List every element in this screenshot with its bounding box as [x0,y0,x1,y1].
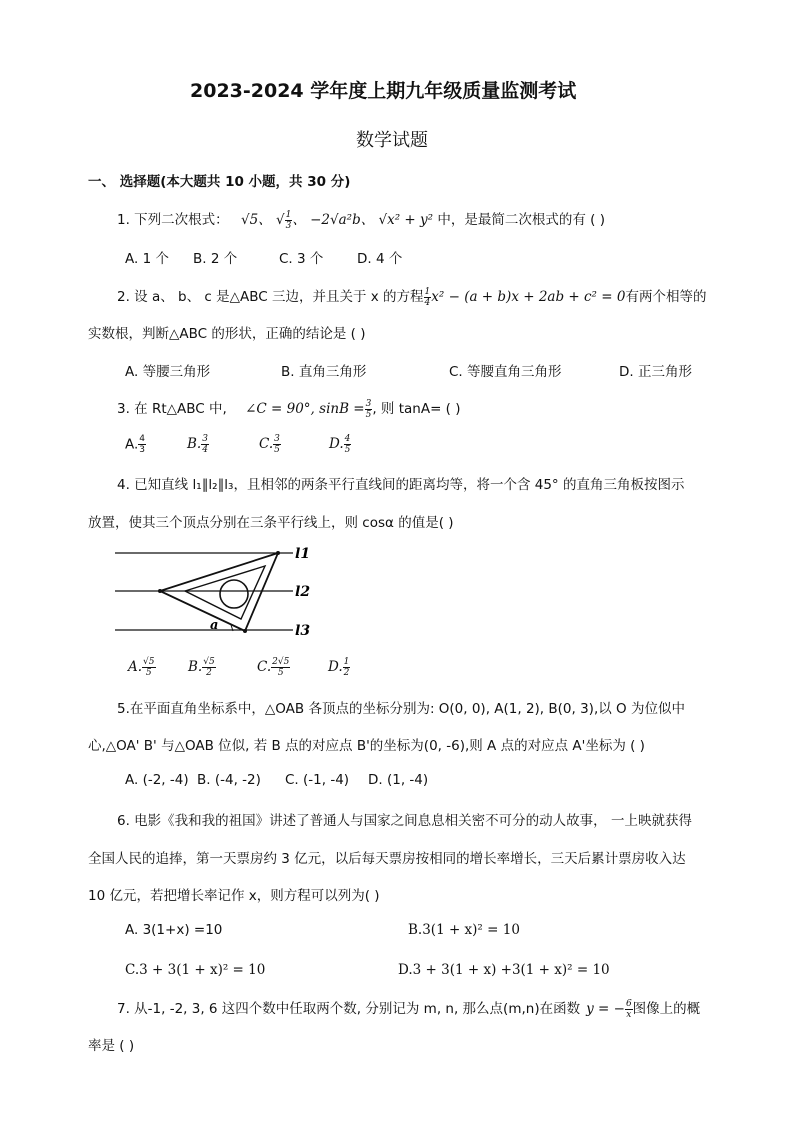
q3-option-a-den: 3 [139,445,146,455]
q3-option-c-num: 3 [274,434,280,444]
q5-option-b[interactable]: B. (-4, -2) [197,772,261,788]
q1-frac-den: 3 [285,221,292,231]
q4-option-c-label: C. [257,659,272,675]
q3-cond-den: 5 [365,409,372,420]
q3-option-c-frac [273,434,281,455]
q2-option-c[interactable]: C. 等腰直角三角形 [449,364,562,380]
q2-suffix: 有两个相等的 [625,289,707,305]
q4-option-d-num: 1 [343,657,350,667]
triangle-hole-circle [220,580,248,608]
vertex-dot-left [158,589,162,593]
q4-option-c-num: 2√5 [272,657,290,667]
q3-option-c-label: C. [259,436,274,452]
q3-option-a-frac [138,434,146,455]
q1-frac-num: 1 [285,210,292,220]
triangle-outer [160,553,278,631]
q2-option-b[interactable]: B. 直角三角形 [281,364,367,380]
q3-option-b-label: B. [187,436,202,452]
label-l2: l2 [295,584,311,600]
q4-option-c-den: 5 [277,668,284,678]
q4-option-d-label: D. [328,659,343,675]
q3-condition: ∠C = 90°, sinB = [245,401,365,417]
q4-option-d-den: 2 [343,668,350,678]
q1-expr-fourth: √x² + y² [378,212,434,228]
q4-option-a-label: A. [128,659,143,675]
q6-option-c[interactable]: C.3 + 3(1 + x)² = 10 [125,962,266,978]
q3-prefix: 3. 在 Rt△ABC 中, [117,401,227,417]
q5-option-c[interactable]: C. (-1, -4) [285,772,350,788]
q1-expr-sqrt-frac: √ $\frac{1}{3}$ 、 [275,210,306,231]
label-l3: l3 [295,623,311,639]
q1-option-b[interactable]: B. 2 个 [193,251,238,267]
question-1-stem [117,208,605,231]
q5-option-a[interactable]: A. (-2, -4) [125,772,189,788]
q5-option-d[interactable]: D. (1, -4) [368,772,429,788]
q3-cond-num: 3 [365,398,372,409]
q2-frac-num: 1 [424,286,431,297]
question-2-stem-line1 [117,285,706,308]
q2-prefix: 2. 设 a、 b、 c 是△ABC 三边，并且关于 x 的方程 [117,289,424,305]
q2-equation: x² − (a + b)x + 2ab + c² = 0 [431,289,626,305]
question-5-stem-line2: 心,△OA' B' 与△OAB 位似, 若 B 点的对应点 B'的坐标为(0, -6),则 A 点的对应点 A'坐标为 ( ) [88,738,645,754]
q2-option-a[interactable]: A. 等腰三角形 [125,364,211,380]
q4-option-b[interactable] [188,657,216,678]
q7-func-num: 6 [625,998,632,1009]
q7-func-den: x [626,1009,632,1020]
q6-option-b[interactable]: B.3(1 + x)² = 10 [408,922,520,938]
q7-func: y = − [586,1001,625,1017]
section-heading: 一、 选择题(本大题共 10 小题，共 30 分) [88,174,351,190]
q4-option-a-den: 5 [145,668,152,678]
q4-option-b-frac [202,657,215,678]
q1-expr-sqrt5: √5、 [240,212,272,228]
q3-option-a-num: 4 [139,434,146,444]
q4-option-a-num: √5 [143,657,155,667]
q3-option-d[interactable] [329,434,351,455]
question-7-stem-line1 [117,997,700,1020]
q4-option-b-den: 2 [206,668,212,678]
q1-prefix: 1. 下列二次根式： [117,212,229,228]
question-7-stem-line2: 率是 ( ) [88,1038,135,1054]
question-4-stem-line1: 4. 已知直线 l₁∥l₂∥l₃，且相邻的两条平行直线间的距离均等，将一个含 45° 的直角三角板按图示 [117,477,685,493]
q1-option-a[interactable]: A. 1 个 [125,251,169,267]
q2-option-d[interactable]: D. 正三角形 [619,364,692,380]
q3-option-a[interactable] [125,434,146,455]
q3-option-d-num: 4 [344,434,351,444]
question-6-stem-line3: 10 亿元，若把增长率记作 x，则方程可以列为( ) [88,888,380,904]
q3-suffix: , 则 tanA= ( ) [372,401,461,417]
page-subtitle: 数学试题 [356,130,428,151]
q4-option-d[interactable] [328,657,350,678]
q2-frac-den: 4 [424,297,431,308]
q4-option-b-num: √5 [203,657,215,667]
q6-option-d[interactable]: D.3 + 3(1 + x) +3(1 + x)² = 10 [398,962,610,978]
q4-option-a[interactable] [128,657,156,678]
q3-option-b-frac [201,434,209,455]
page-title: 2023-2024 学年度上期九年级质量监测考试 [190,80,577,102]
q4-option-c[interactable] [257,657,290,678]
question-6-stem-line1: 6. 电影《我和我的祖国》讲述了普通人与国家之间息息相关密不可分的动人故事， 一上映就获得 [117,813,692,829]
q3-option-b[interactable] [187,434,209,455]
q3-option-a-label: A. [125,436,139,453]
q3-option-d-frac [344,434,352,455]
question-6-stem-line2: 全国人民的追捧，第一天票房约 3 亿元，以后每天票房按相同的增长率增长，三天后累计票房收入达 [88,851,686,867]
vertex-dot-top [276,551,280,555]
q7-func-frac [625,999,633,1020]
label-l1: l1 [295,546,311,562]
q4-option-d-frac [343,657,351,678]
question-5-stem-line1: 5.在平面直角坐标系中，△OAB 各顶点的坐标分别为: O(0, 0), A(1, 2), B(0, 3),以 O 为位似中 [117,701,685,717]
q4-option-a-frac [142,657,155,678]
q3-option-b-den: 4 [202,445,208,455]
question-4-stem-line2: 放置，使其三个顶点分别在三条平行线上，则 cosα 的值是( ) [88,515,454,531]
q1-option-c[interactable]: C. 3 个 [279,251,324,267]
parallel-lines-triangle-diagram [115,540,325,645]
q1-suffix: 中，是最简二次根式的有 ( ) [437,212,605,228]
vertex-dot-bottom [243,629,247,633]
q3-option-d-label: D. [329,436,344,452]
question-2-stem-line2: 实数根，判断△ABC 的形状，正确的结论是 ( ) [88,326,366,342]
question-3-stem [117,397,461,420]
q1-expr-third: −2√a²b、 [310,212,375,228]
q4-option-c-frac [271,657,290,678]
q1-option-d[interactable]: D. 4 个 [357,251,403,267]
q7-prefix: 7. 从-1, -2, 3, 6 这四个数中任取两个数, 分别记为 m, n, 那么点(m,n)在函数 [117,1001,581,1017]
angle-label-a: a [210,618,219,633]
q3-option-c-den: 5 [274,445,280,455]
q6-option-a[interactable]: A. 3(1+x) =10 [125,922,223,938]
q3-option-c[interactable] [259,434,281,455]
q4-option-b-label: B. [188,659,203,675]
q3-option-b-num: 3 [202,434,208,444]
q7-suffix: 图像上的概 [632,1001,701,1017]
q3-option-d-den: 5 [344,445,351,455]
